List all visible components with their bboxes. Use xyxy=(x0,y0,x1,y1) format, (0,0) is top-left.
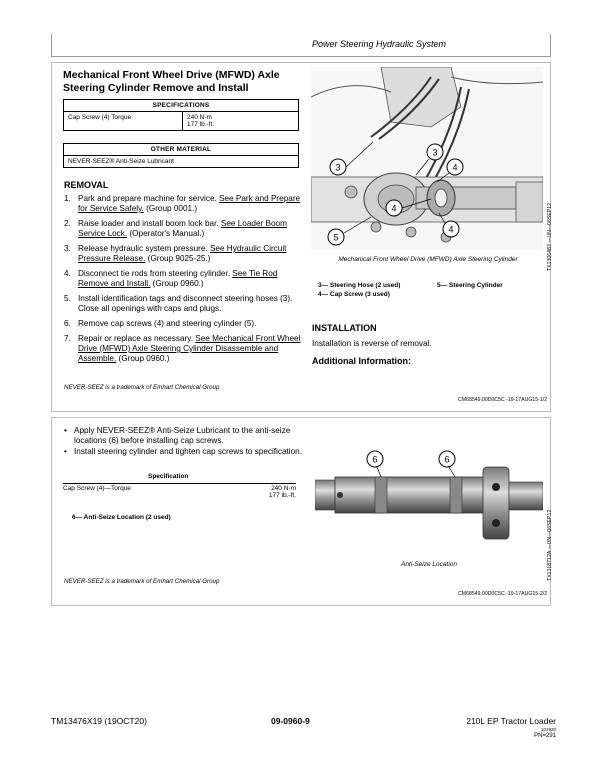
other-material-table xyxy=(63,143,299,168)
legend-anti-seize: 6— Anti-Seize Location (2 used) xyxy=(72,514,171,521)
bullet-tighten: • Install steering cylinder and tighten cap screws to specification. xyxy=(64,447,304,457)
removal-heading: REMOVAL xyxy=(64,180,109,190)
link-park-prepare[interactable]: See Park and Prepare for Service Safely. xyxy=(78,194,301,213)
cylinder-figure xyxy=(315,447,543,552)
axle-illustration xyxy=(311,67,543,250)
svg-text:4: 4 xyxy=(448,224,454,235)
svg-text:5: 5 xyxy=(333,232,339,243)
spec-value-imperial: 177 lb.-ft. xyxy=(187,121,215,128)
legend-steering-hose: 3— Steering Hose (2 used) xyxy=(318,282,401,289)
figure-caption-1: Mechanical Front Wheel Drive (MFWD) Axle Steering Cylinder xyxy=(338,256,518,263)
figure-id-2: TX1318712A —UN—06SEP12 xyxy=(547,509,553,581)
spec-heading: SPECIFICATIONS xyxy=(64,100,299,112)
svg-text:6: 6 xyxy=(372,454,378,465)
figure-id-1: TX1306483 —UN—06SEP12 xyxy=(547,202,553,271)
reference-code-1: CM68549,00D0C5C -19-17AUG15-1/2 xyxy=(458,397,548,403)
step-5: 5. Install identification tags and disconnect steering hoses (3). Close all openings with caps and plugs. xyxy=(64,294,293,313)
svg-text:4: 4 xyxy=(452,162,458,173)
removal-steps xyxy=(64,194,304,369)
trademark-note-2: NEVER-SEEZ is a trademark of Emhart Chemical Group xyxy=(64,578,220,585)
footer-manual-id: TM13476X19 (19OCT20) xyxy=(51,716,147,726)
legend-steering-cylinder: 5— Steering Cylinder xyxy=(437,282,503,289)
step-3: 3. Release hydraulic system pressure. See Hydraulic Circuit Pressure Release. (Group 9025-25.) xyxy=(64,244,287,263)
spec-value-metric-2: 240 N·m xyxy=(271,485,296,492)
link-pressure-release[interactable]: See Hydraulic Circuit Pressure Release. xyxy=(78,244,287,263)
footer-date-code: 101920 xyxy=(540,727,556,732)
material-item: NEVER-SEEZ® Anti-Seize Lubricant xyxy=(64,156,299,168)
legend-cap-screw: 4— Cap Screw (3 used) xyxy=(318,291,390,298)
cylinder-illustration xyxy=(315,447,543,552)
step-6: 6. Remove cap screws (4) and steering cylinder (5). xyxy=(64,319,257,328)
section-title: Mechanical Front Wheel Drive (MFWD) Axle Steering Cylinder Remove and Install xyxy=(63,69,280,94)
link-boom-lock[interactable]: See Loader Boom Service Lock. xyxy=(78,219,287,238)
svg-text:6: 6 xyxy=(444,454,450,465)
svg-text:3: 3 xyxy=(335,162,341,173)
step-7: 7. Repair or replace as necessary. See Mechanical Front Wheel Drive (MFWD) Axle Steering Cylinder Disassemble and Assemble. (Group 0960.) xyxy=(64,334,301,363)
spec-values xyxy=(183,112,299,131)
installation-text: Installation is reverse of removal. xyxy=(312,339,432,348)
bullet-anti-seize: • Apply NEVER-SEEZ® Anti-Seize Lubricant to the anti-seize locations (6) before installing cap screws. xyxy=(64,426,304,446)
link-tie-rod[interactable]: See Tie Rod Remove and Install. xyxy=(78,269,278,288)
link-cylinder-disassemble[interactable]: See Mechanical Front Wheel Drive (MFWD) Axle Steering Cylinder Disassemble and Assemble. xyxy=(78,334,301,363)
figure-caption-2: Anti-Seize Location xyxy=(400,561,457,568)
spec-item-2: Cap Screw (4)—Torque xyxy=(63,485,131,492)
spec-item: Cap Screw (4) Torque xyxy=(64,112,183,131)
step-1: 1. Park and prepare machine for service. See Park and Prepare for Service Safely. (Group 0001.) xyxy=(64,194,301,213)
spec-value-imperial-2: 177 lb.-ft. xyxy=(268,492,296,499)
additional-info-heading: Additional Information: xyxy=(312,356,411,366)
spec-heading-2: Specification xyxy=(148,473,189,480)
material-heading: OTHER MATERIAL xyxy=(64,144,299,156)
header-title: Power Steering Hydraulic System xyxy=(311,39,446,49)
reference-code-2: CM68549,00D0C5C -19-17AUG15-2/2 xyxy=(458,591,548,597)
footer-machine-name: 210L EP Tractor Loader xyxy=(466,716,556,726)
axle-figure xyxy=(311,67,543,250)
step-2: 2. Raise loader and install boom lock bar. See Loader Boom Service Lock. (Operator's Manual.) xyxy=(64,219,287,238)
spec-row-2 xyxy=(63,483,296,492)
svg-text:4: 4 xyxy=(391,203,397,214)
trademark-note-1: NEVER-SEEZ is a trademark of Emhart Chemical Group xyxy=(64,384,220,391)
footer-page-number: 09-0960-9 xyxy=(271,716,310,726)
spec-value-metric: 240 N·m xyxy=(187,114,212,121)
installation-heading: INSTALLATION xyxy=(312,323,377,333)
footer-pn: PN=291 xyxy=(534,733,556,739)
install-bullets xyxy=(64,426,304,458)
step-4: 4. Disconnect tie rods from steering cylinder. See Tie Rod Remove and Install. (Group 0960.) xyxy=(64,269,278,288)
page-header xyxy=(51,34,551,57)
specifications-table xyxy=(63,99,299,131)
svg-text:3: 3 xyxy=(432,147,438,158)
